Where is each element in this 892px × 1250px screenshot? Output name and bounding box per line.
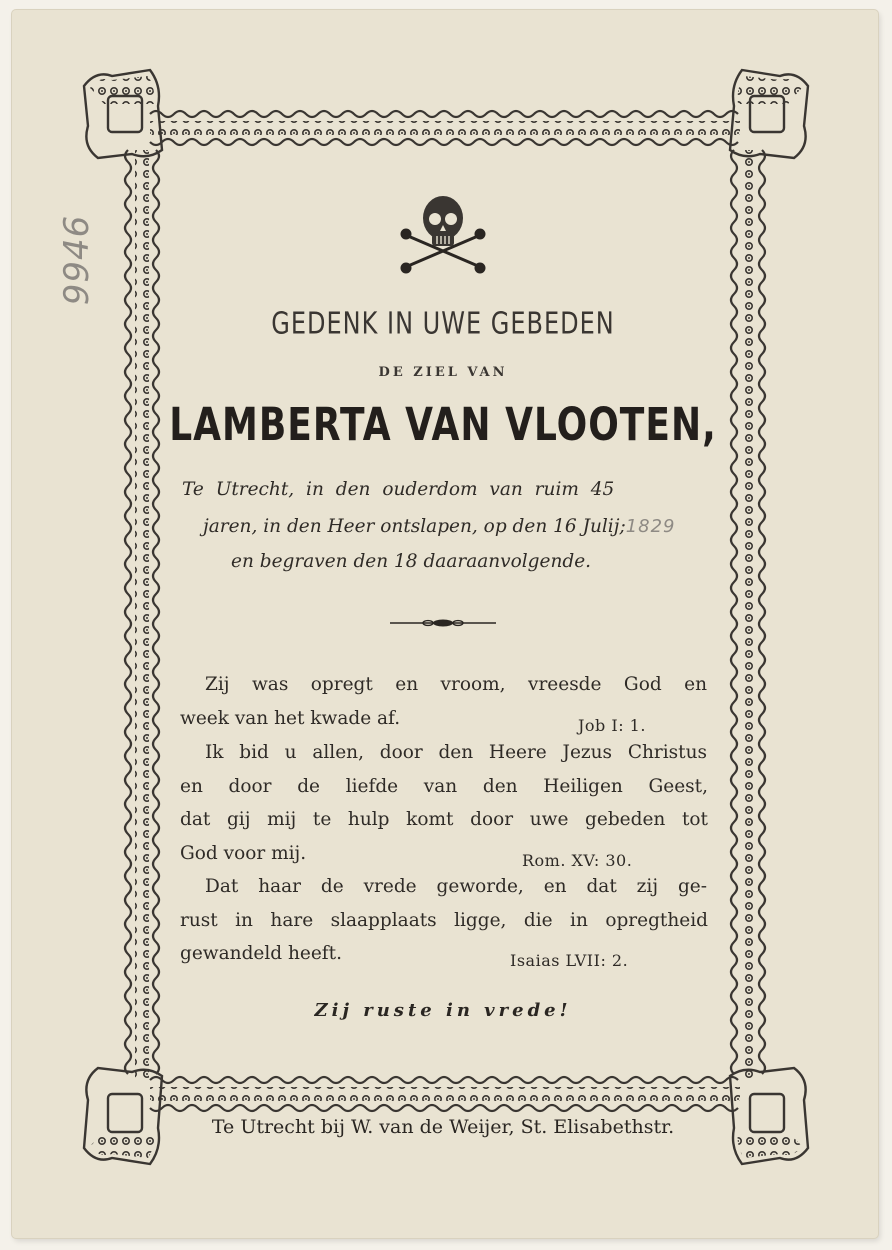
verse-1-line-2: week van het kwade af. — [180, 708, 401, 729]
subheading: DE ZIEL VAN — [378, 365, 508, 380]
flourish-divider — [388, 614, 498, 632]
verse-2-line-3: dat gij mij te hulp komt door uwe gebeden tot — [180, 809, 708, 830]
verse-2-line-2: en door de liefde van den Heiligen Geest, — [180, 776, 708, 797]
publisher-imprint: Te Utrecht bij W. van de Weijer, St. Elisabethstr. — [211, 1116, 675, 1138]
verse-3-line-2: rust in hare slaapplaats ligge, die in opregtheid — [180, 910, 708, 931]
year-pencil-annotation: 1829 — [625, 516, 676, 537]
verse-3-reference: Isaias LVII: 2. — [510, 951, 629, 970]
verse-2-line-1: Ik bid u allen, door den Heere Jezus Christus — [205, 742, 707, 763]
verse-1-line-1: Zij was opregt en vroom, vreesde God en — [205, 674, 707, 695]
verse-1-reference: Job I: 1. — [578, 716, 646, 735]
verse-2-line-4: God voor mij. — [180, 843, 307, 864]
page-heading: GEDENK IN UWE GEBEDEN — [271, 306, 615, 341]
skull-crossbones-icon — [400, 194, 486, 274]
death-notice-line-2-text: jaren, in den Heer ontslapen, op den 16 Julij; — [203, 516, 626, 537]
closing-prayer: Zij ruste in vrede! — [314, 1000, 572, 1021]
archive-number-annotation: 9946 — [57, 214, 97, 306]
death-notice-line-1: Te Utrecht, in den ouderdom van ruim 45 — [182, 479, 615, 500]
deceased-name: LAMBERTA VAN VLOOTEN, — [169, 400, 717, 452]
verse-3-line-1: Dat haar de vrede geworde, en dat zij ge- — [205, 876, 707, 897]
death-notice-line-3: en begraven den 18 daaraanvolgende. — [231, 551, 592, 572]
verse-3-line-3: gewandeld heeft. — [180, 943, 342, 964]
death-notice-line-2 — [203, 516, 743, 537]
verse-2-reference: Rom. XV: 30. — [522, 851, 633, 870]
